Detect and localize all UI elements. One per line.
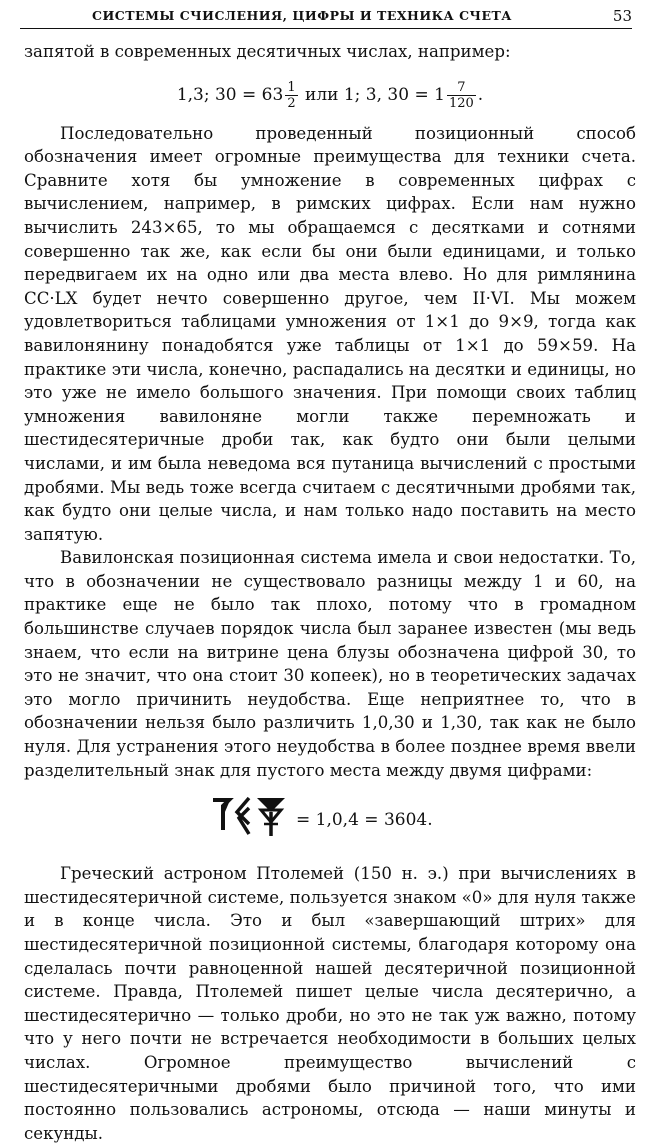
intro-line: запятой в современных десятичных числах, например: (24, 42, 511, 61)
cuneiform-value: = 1,0,4 = 3604. (296, 810, 433, 831)
paragraph-babylonian-drawbacks: Вавилонская позиционная система имела и свои недостатки. То, что в обозначении не существовало разницы между 1 и 60, на практике еще не было так плохо, потому что в громадном большинстве случаев порядок числа был заранее известен (мы ведь знаем, что если на витрине цена блузы обозначена цифрой 30, то это не значит, что она стоит 30 копеек), но в теоретических задачах это могло причинить неудобства. Еще неприятнее то, что в обозначении нельзя было различить 1,0,30 и 1,30, так как не было нуля. Для устранения этого неудобства в более позднее время ввели разделительный знак для пустого места между двумя цифрами: (24, 548, 636, 780)
cuneiform-signs-icon (209, 794, 289, 838)
cuneiform-example (24, 782, 636, 862)
paragraph-ptolemy: Греческий астроном Птолемей (150 н. э.) при вычислениях в шестидесятеричной системе, пользуется знаком «0» для нуля также и в конце числа. Это и был «завершающий штрих» для шестидесятеричной позиционной системы, благодаря которому она сделалась почти равноценной нашей десятеричной позиционной системе. Правда, Птолемей пишет целые числа десятерично, а шестидесятерично — только дроби, но это не так уж важно, потому что у него почти не встречается необходимости в больших целых числах. Огромное преимущество вычислений с шестидесятеричными дробями было причиной того, что ими постоянно пользовались астрономы, отсюда — наши минуты и секунды. (24, 864, 636, 1143)
fraction-seven-120: $\frac{7}{120}$ (448, 79, 474, 111)
running-header (20, 6, 632, 29)
fraction-one-half: $\frac{1}{2}$ (287, 79, 296, 111)
page-content (24, 40, 636, 1145)
paragraph-positional-advantages: Последовательно проведенный позиционный способ обозначения имеет огромные преимущества для техники счета. Сравните хотя бы умножение в современных цифрах с вычислением, например, в римских цифрах. Если нам нужно вычислить 243×65, то мы обращаемся с десятками и сотнями совершенно так же, как если бы они были единицами, и только передвигаем их на одно или два места влево. Но для римлянина CC·LX будет нечто совершенно другое, чем II·VI. Мы можем удовлетвориться таблицами умножения от 1×1 до 9×9, тогда как вавилонянину понадобятся уже таблицы от 1×1 до 59×59. На практике эти числа, конечно, распадались на десятки и единицы, но это уже не имело большого значения. При помощи своих таблиц умножения вавилоняне могли также перемножать и шестидесятеричные дроби так, как будто они были целыми числами, и им была неведома вся путаница вычислений с простыми дробями. Мы ведь тоже всегда считаем с десятичными дробями так, как будто они целые числа, и нам только надо поставить на место запятую. (24, 123, 636, 544)
page-number: 53 (612, 7, 632, 25)
sexagesimal-formula: 1,3; 30 = 63 $\frac{1}{2}$ или 1; 3, 30 = 1 $\frac{7}{120}$ . (176, 79, 484, 111)
formula-middle: или 1; 3, 30 = 1 (305, 84, 445, 105)
running-title: СИСТЕМЫ СЧИСЛЕНИЯ, ЦИФРЫ И ТЕХНИКА СЧЕТА (92, 8, 512, 23)
formula-lhs: 1,3; 30 = 63 (176, 84, 284, 105)
